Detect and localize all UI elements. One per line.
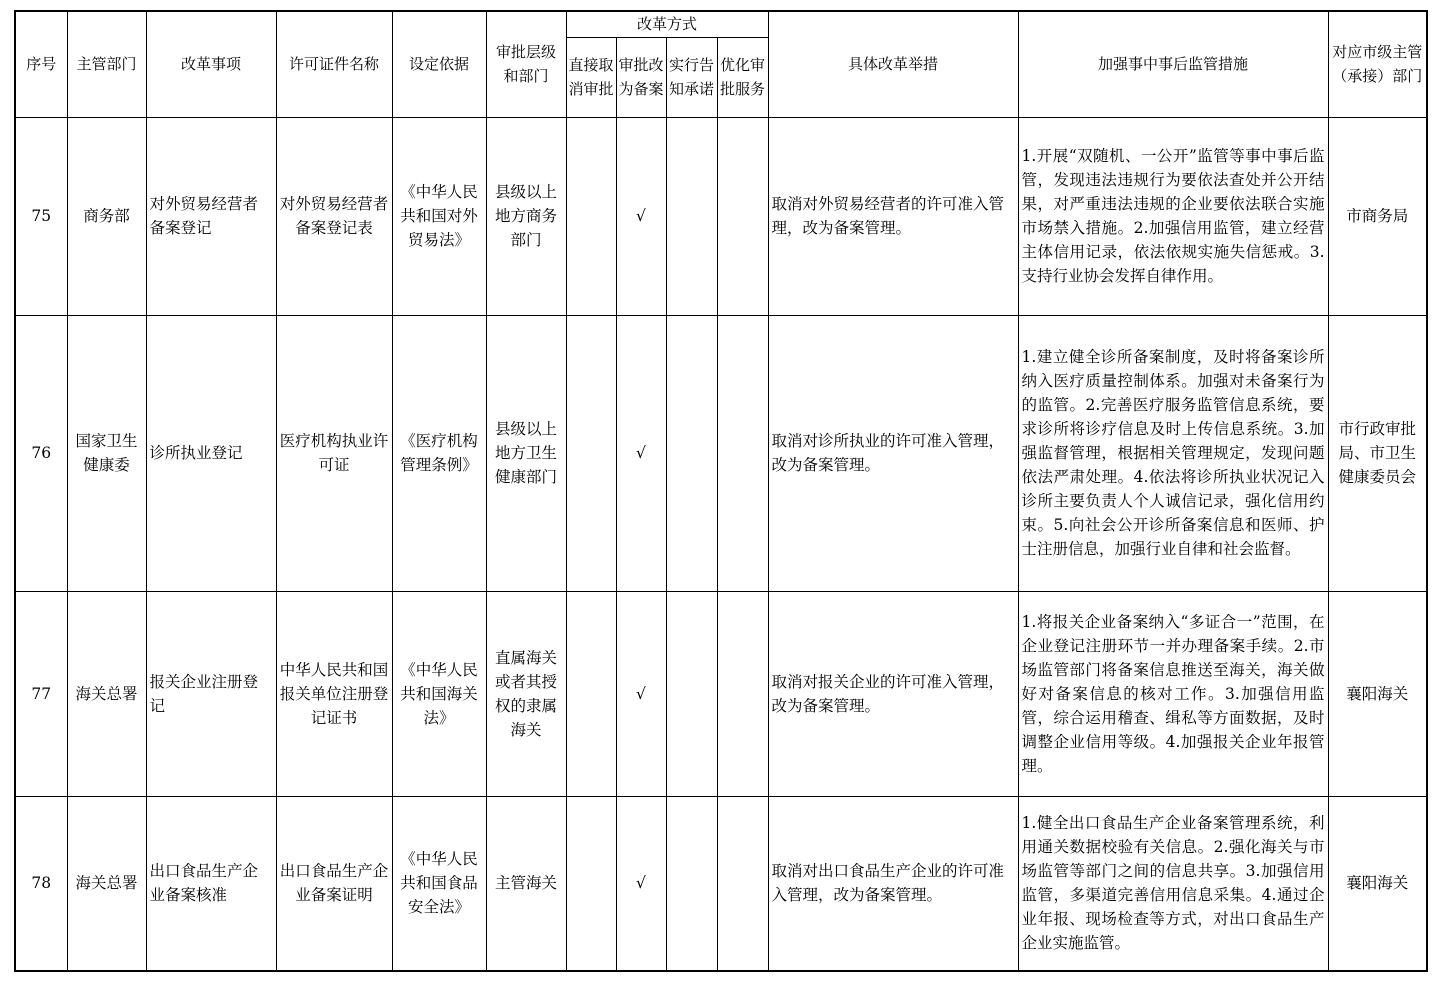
- cell-seq: 76: [15, 315, 67, 591]
- cell-dept: 商务部: [67, 117, 146, 315]
- cell-dept: 海关总署: [67, 796, 146, 971]
- cell-license: 对外贸易经营者备案登记表: [276, 117, 392, 315]
- cell-supervision: 1.健全出口食品生产企业备案管理系统，利用通关数据校验有关信息。2.强化海关与市场监管等部门之间的信息共享。3.加强信用监管，多渠道完善信用信息采集。4.通过企业年报、现场检查等方式，对出口食品生产企业实施监管。: [1018, 796, 1328, 971]
- cell-city-dept: 市商务局: [1328, 117, 1427, 315]
- header-seq: 序号: [15, 11, 67, 117]
- cell-dept: 海关总署: [67, 591, 146, 796]
- cell-optimize: [717, 117, 768, 315]
- header-measures: 具体改革举措: [768, 11, 1018, 117]
- table-row: [15, 117, 1427, 315]
- cell-level: 直属海关或者其授权的隶属海关: [486, 591, 566, 796]
- cell-notify: [666, 117, 717, 315]
- cell-item: 出口食品生产企业备案核准: [146, 796, 276, 971]
- cell-measures: 取消对外贸易经营者的许可准入管理，改为备案管理。: [768, 117, 1018, 315]
- cell-measures: 取消对出口食品生产企业的许可准入管理，改为备案管理。: [768, 796, 1018, 971]
- cell-notify: [666, 315, 717, 591]
- table-row: [15, 796, 1427, 971]
- cell-item: 报关企业注册登记: [146, 591, 276, 796]
- cell-city-dept: 襄阳海关: [1328, 796, 1427, 971]
- cell-record-check: √: [616, 117, 666, 315]
- reform-table: [14, 10, 1428, 972]
- cell-dept: 国家卫生健康委: [67, 315, 146, 591]
- header-city-dept: 对应市级主管（承接）部门: [1328, 11, 1427, 117]
- cell-cancel: [566, 117, 616, 315]
- cell-seq: 77: [15, 591, 67, 796]
- cell-city-dept: 襄阳海关: [1328, 591, 1427, 796]
- cell-level: 主管海关: [486, 796, 566, 971]
- cell-basis: 《中华人民共和国对外贸易法》: [392, 117, 486, 315]
- cell-level: 县级以上地方商务部门: [486, 117, 566, 315]
- cell-supervision: 1.开展“双随机、一公开”监管等事中事后监管，发现违法违规行为要依法查处并公开结果，对严重违法违规的企业要依法联合实施市场禁入措施。2.加强信用监管，建立经营主体信用记录，依法依规实施失信惩戒。3.支持行业协会发挥自律作用。: [1018, 117, 1328, 315]
- header-basis: 设定依据: [392, 11, 486, 117]
- header-level: 审批层级和部门: [486, 11, 566, 117]
- header-dept: 主管部门: [67, 11, 146, 117]
- table-row: [15, 315, 1427, 591]
- cell-optimize: [717, 796, 768, 971]
- cell-cancel: [566, 591, 616, 796]
- cell-notify: [666, 796, 717, 971]
- cell-city-dept: 市行政审批局、市卫生健康委员会: [1328, 315, 1427, 591]
- header-method-notify: 实行告知承诺: [666, 37, 717, 117]
- header-item: 改革事项: [146, 11, 276, 117]
- cell-supervision: 1.建立健全诊所备案制度，及时将备案诊所纳入医疗质量控制体系。加强对未备案行为的监管。2.完善医疗服务监管信息系统，要求诊所将诊疗信息及时上传信息系统。3.加强监督管理，根据相关管理规定，发现问题依法严肃处理。4.依法将诊所执业状况记入诊所主要负责人个人诚信记录，强化信用约束。5.向社会公开诊所备案信息和医师、护士注册信息，加强行业自律和社会监督。: [1018, 315, 1328, 591]
- header-method-group: 改革方式: [566, 11, 768, 37]
- cell-notify: [666, 591, 717, 796]
- header-supervision: 加强事中事后监管措施: [1018, 11, 1328, 117]
- cell-basis: 《中华人民共和国食品安全法》: [392, 796, 486, 971]
- header-row-1: [15, 11, 1427, 37]
- cell-basis: 《中华人民共和国海关法》: [392, 591, 486, 796]
- cell-record-check: √: [616, 796, 666, 971]
- cell-record-check: √: [616, 315, 666, 591]
- cell-cancel: [566, 796, 616, 971]
- cell-item: 诊所执业登记: [146, 315, 276, 591]
- cell-level: 县级以上地方卫生健康部门: [486, 315, 566, 591]
- cell-optimize: [717, 591, 768, 796]
- cell-basis: 《医疗机构管理条例》: [392, 315, 486, 591]
- cell-cancel: [566, 315, 616, 591]
- cell-license: 医疗机构执业许可证: [276, 315, 392, 591]
- header-method-optimize: 优化审批服务: [717, 37, 768, 117]
- cell-item: 对外贸易经营者备案登记: [146, 117, 276, 315]
- header-method-cancel: 直接取消审批: [566, 37, 616, 117]
- cell-measures: 取消对报关企业的许可准入管理，改为备案管理。: [768, 591, 1018, 796]
- cell-license: 中华人民共和国报关单位注册登记证书: [276, 591, 392, 796]
- cell-seq: 75: [15, 117, 67, 315]
- header-method-record: 审批改为备案: [616, 37, 666, 117]
- cell-license: 出口食品生产企业备案证明: [276, 796, 392, 971]
- cell-measures: 取消对诊所执业的许可准入管理，改为备案管理。: [768, 315, 1018, 591]
- header-license: 许可证件名称: [276, 11, 392, 117]
- cell-supervision: 1.将报关企业备案纳入“多证合一”范围，在企业登记注册环节一并办理备案手续。2.市场监管部门将备案信息推送至海关，海关做好对备案信息的核对工作。3.加强信用监管，综合运用稽查、缉私等方面数据，及时调整企业信用等级。4.加强报关企业年报管理。: [1018, 591, 1328, 796]
- cell-seq: 78: [15, 796, 67, 971]
- table-row: [15, 591, 1427, 796]
- cell-optimize: [717, 315, 768, 591]
- cell-record-check: √: [616, 591, 666, 796]
